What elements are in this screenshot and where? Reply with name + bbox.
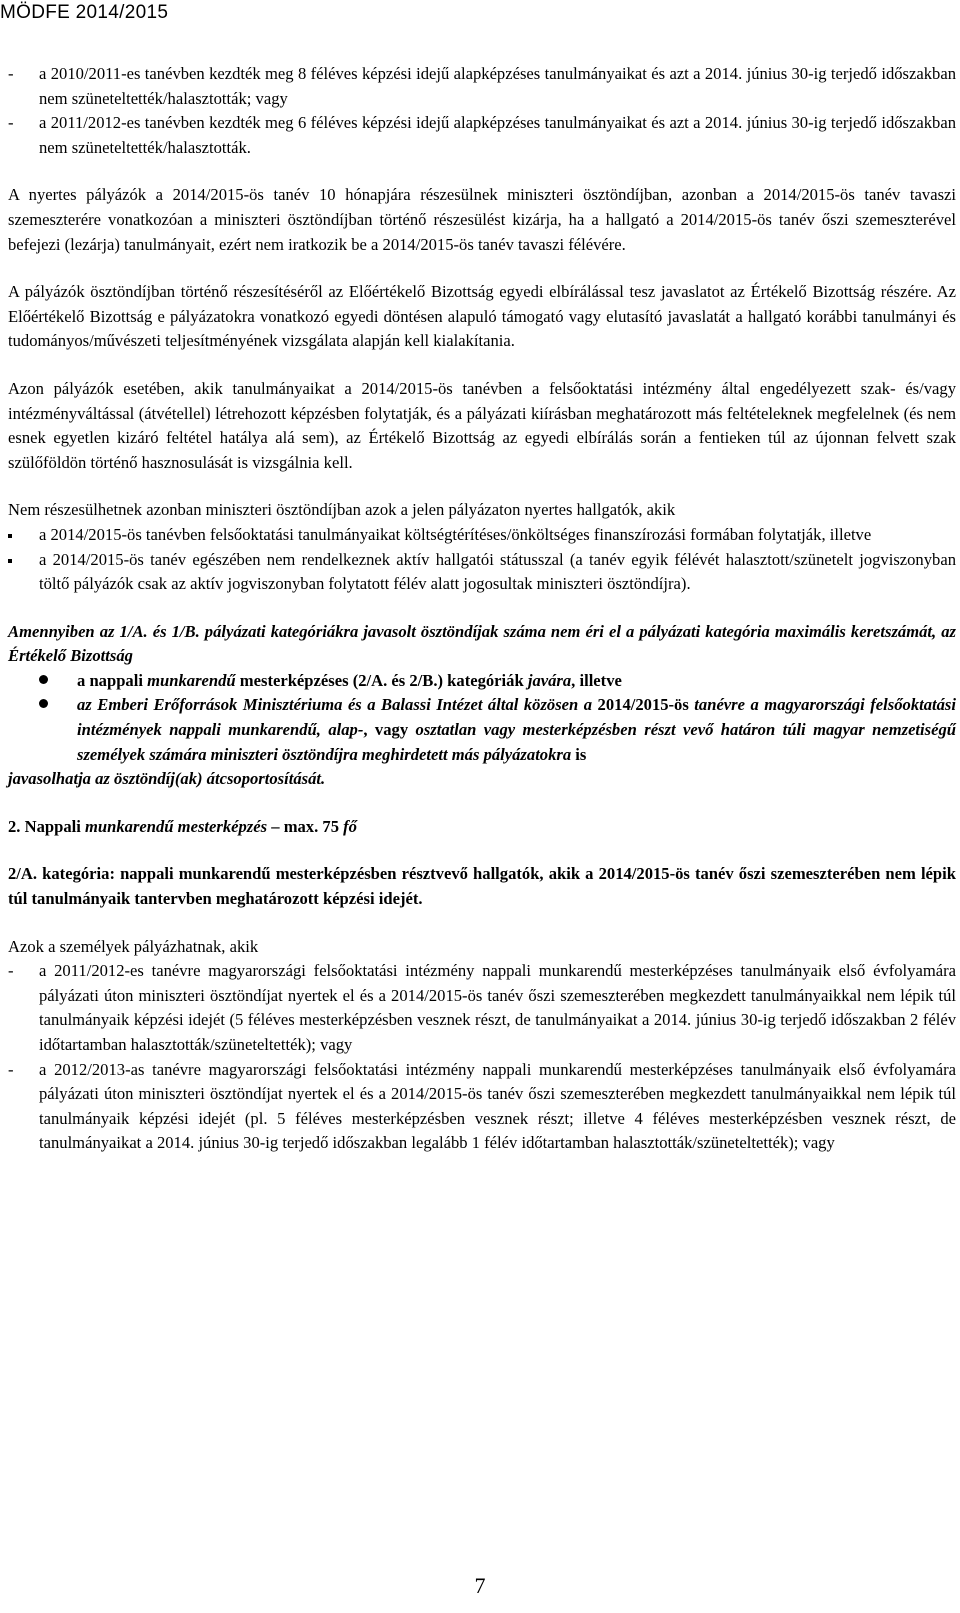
list-item: - a 2012/2013-as tanévre magyarországi felsőoktatási intézmény nappali munkarendű mesterképzéses tanulmányaik első évfolyamára pályázati úton miniszteri ösztöndíjat nyertek el és a 2014/2015-ös tanév őszi szemeszterében megkezdett tanulmányaikkal nem lépik túl tanulmányaik képzési idejét (pl. 5 féléves mesterképzésben vesznek részt; illetve 4 féléves mesterképzésben vesznek részt, de tanulmányaikat a 2014. június 30-ig terjedő időszakban legalább 1 félév időtartamban halasztották/szüneteltették); vagy [8, 1059, 956, 1153]
exclusion-block [8, 498, 956, 596]
square-bullet-icon [8, 534, 12, 538]
paragraph-evaluation: A pályázók ösztöndíjban történő részesítéséről az Előértékelő Bizottság egyedi elbírálással tesz javaslatot az Értékelő Bizottság részére. Az Előértékelő Bizottság e pályázatokra vonatkozó egyedi döntésen alapuló támogató vagy elutasító javaslatát a hallgató korábbi tanulmányi és tudományos/művészeti teljesítményének vizsgálata alapján kell kialakítania. [8, 282, 956, 351]
paragraph-reallocation-closing: javasolhatja az ösztöndíj(ak) átcsoportosítását. [8, 769, 326, 789]
dash-marker: - [8, 113, 14, 133]
list-item: - a 2011/2012-es tanévben kezdték meg 6 féléves képzési idejű alapképzéses tanulmányaikat és azt a 2014. június 30-ig terjedő időszakban nem szüneteltették/halasztották. [8, 113, 956, 157]
list-item: - a 2010/2011-es tanévben kezdték meg 8 féléves képzési idejű alapképzéses tanulmányaikat és azt a 2014. június 30-ig terjedő időszakban nem szüneteltették/halasztották; vagy [8, 64, 956, 108]
dash-marker: - [8, 64, 14, 83]
paragraph-reallocation-intro: Amennyiben az 1/A. és 1/B. pályázati kategóriákra javasolt ösztöndíjak száma nem éri el a pályázati kategória maximális keretszámát, az Értékelő Bizottság [8, 621, 956, 666]
list-item: a 2014/2015-ös tanévben felsőoktatási tanulmányaikat költségtérítéses/önköltséges finanszírozási formában folytatják, illetve [8, 523, 956, 548]
dash-marker: - [8, 961, 14, 981]
category-2a-heading: 2/A. kategória: nappali munkarendű mesterképzésben résztvevő hallgatók, akik a 2014/2015-ös tanév őszi szemeszterében nem lépik túl tanulmányaik tantervben meghatározott képzési idejét. [8, 864, 956, 909]
applicant-criteria [8, 935, 956, 1156]
paragraph-scholarship-duration: A nyertes pályázók a 2014/2015-ös tanév 10 hónapjára részesülnek miniszteri ösztöndíjban, azonban a 2014/2015-ös tanév tavaszi szemeszterére vonatkozóan a miniszteri ösztöndíjban történő részesülést kizárja, ha a hallgató a 2014/2015-ös tanév őszi szemeszterével befejezi (lezárja) tanulmányait, ezért nem iratkozik be a 2014/2015-ös tanév tavaszi félévére. [8, 185, 956, 254]
eligibility-dash-list [8, 62, 956, 160]
section-heading: 2. Nappali munkarendű mesterképzés – max. 75 fő [8, 816, 357, 836]
round-bullet-icon [39, 699, 48, 708]
list-item: a 2014/2015-ös tanév egészében nem rendelkeznek aktív hallgatói státusszal (a tanév egyik félévét halasztott/szünetelt jogviszonyban töltő pályázók csak az aktív jogviszonyban folytatott félév alatt jogosultak miniszteri ösztöndíjra). [8, 548, 956, 597]
paragraph-exclusion-intro: Nem részesülhetnek azonban miniszteri ösztöndíjban azok a jelen pályázaton nyertes hallgatók, akik [8, 500, 676, 520]
list-item: az Emberi Erőforrások Minisztériuma és a Balassi Intézet által közösen a 2014/2015-ös tanévre a magyarországi felsőoktatási intézmények nappali munkarendű, alap-, vagy osztatlan vagy mesterképzésben részt vevő határon túli magyar nemzetiségű személyek számára miniszteri ösztöndíjra meghirdetett más pályázatokra is [8, 693, 956, 767]
square-bullet-icon [8, 559, 12, 563]
reallocation-block [8, 620, 956, 792]
document-header: MÖDFE 2014/2015 [0, 2, 169, 23]
round-bullet-icon [39, 675, 48, 684]
paragraph-transfer: Azon pályázók esetében, akik tanulmányaikat a 2014/2015-ös tanévben a felsőoktatási intézmény által engedélyezett szak- és/vagy intézményváltással (átvétellel) létrehozott képzésben folytatják, és a pályázati kiírásban meghatározott más feltételeknek megfelelnek (és nem esnek egyetlen kizáró feltétel hatálya alá sem), az Értékelő Bizottság az egyedi elbírálás során a fentieken túl az újonnan felvett szak szülőföldön történő hasznosulását is vizsgálnia kell. [8, 378, 956, 472]
document-body [8, 62, 956, 1156]
dash-marker: - [8, 1059, 14, 1079]
list-item: a nappali munkarendű mesterképzéses (2/A. és 2/B.) kategóriák javára, illetve [8, 669, 956, 694]
page-number: 7 [474, 1573, 486, 1598]
list-item: - a 2011/2012-es tanévre magyarországi felsőoktatási intézmény nappali munkarendű mesterképzéses tanulmányaik első évfolyamára pályázati úton miniszteri ösztöndíjat nyertek el és a 2014/2015-ös tanév őszi szemeszterében megkezdett tanulmányaikkal nem lépik túl tanulmányaik képzési idejét (5 féléves mesterképzésben vesznek részt, de tanulmányaikat a 2014. június 30-ig terjedő időszakban 2 félév időtartamban halasztották/szüneteltették); vagy [8, 961, 956, 1054]
paragraph-apply-intro: Azok a személyek pályázhatnak, akik [8, 936, 259, 956]
